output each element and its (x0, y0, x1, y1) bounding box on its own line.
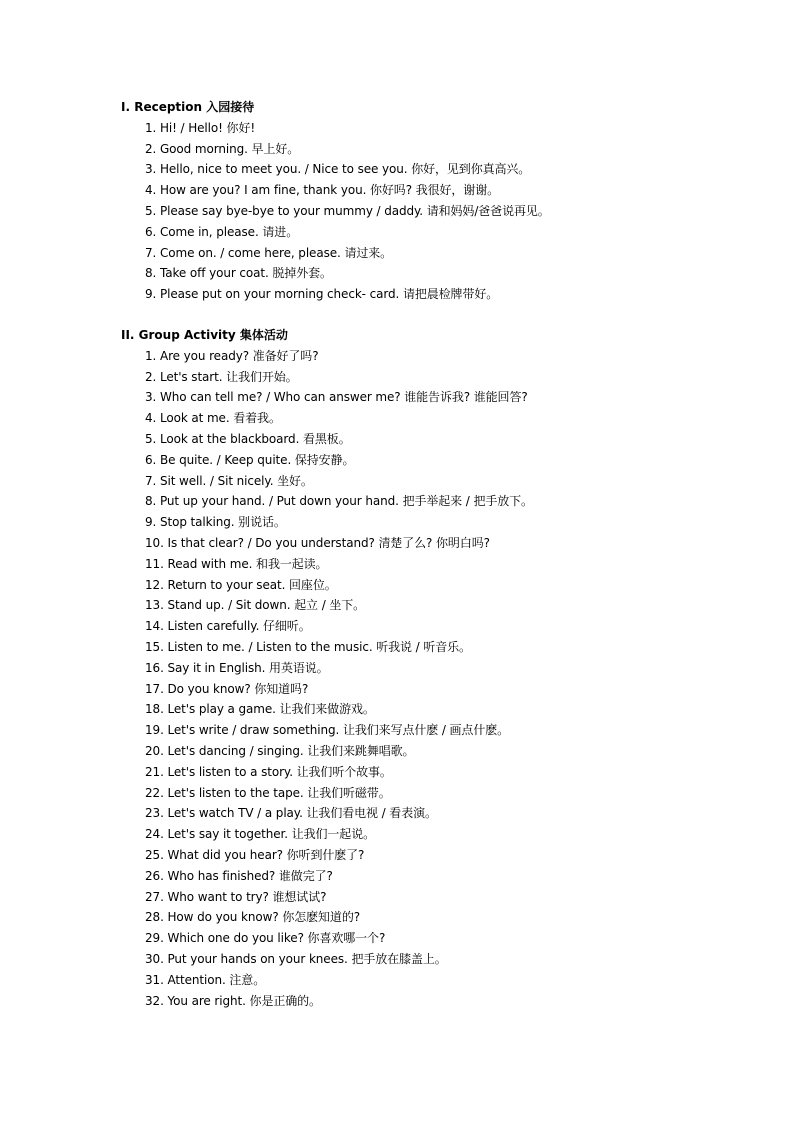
list-item: 29. Which one do you like? 你喜欢哪一个? (145, 931, 386, 946)
section-heading: II. Group Activity 集体活动 (121, 328, 288, 342)
list-item: 31. Attention. 注意。 (145, 972, 266, 987)
list-item: 16. Say it in English. 用英语说。 (145, 660, 329, 675)
list-item: 12. Return to your seat. 回座位。 (145, 577, 337, 592)
list-item: 4. How are you? I am fine, thank you. 你好吗? 我很好，谢谢。 (145, 183, 499, 198)
list-item: 7. Come on. / come here, please. 请过来。 (145, 245, 393, 260)
list-item: 22. Let's listen to the tape. 让我们听磁带。 (145, 785, 391, 800)
list-item: 26. Who has finished? 谁做完了? (145, 868, 333, 883)
list-item: 9. Please put on your morning check- card. 请把晨检牌带好。 (145, 287, 499, 302)
section-reception (121, 97, 761, 305)
list-item: 20. Let's dancing / singing. 让我们来跳舞唱歌。 (145, 743, 415, 758)
list-item: 13. Stand up. / Sit down. 起立 / 坐下。 (145, 598, 366, 613)
list-item: 8. Put up your hand. / Put down your hand. 把手举起来 / 把手放下。 (145, 494, 533, 509)
list-item: 3. Who can tell me? / Who can answer me? 谁能告诉我? 谁能回答? (145, 390, 528, 405)
list-item: 9. Stop talking. 别说话。 (145, 515, 286, 530)
section-group-activity (121, 325, 761, 1011)
list-item: 17. Do you know? 你知道吗? (145, 681, 309, 696)
list-item: 2. Let's start. 让我们开始。 (145, 369, 298, 384)
list-item: 24. Let's say it together. 让我们一起说。 (145, 827, 376, 842)
list-item: 7. Sit well. / Sit nicely. 坐好。 (145, 473, 313, 488)
list-item: 1. Hi! / Hello! 你好! (145, 120, 256, 135)
list-item: 14. Listen carefully. 仔细听。 (145, 619, 311, 634)
list-item: 5. Look at the blackboard. 看黑板。 (145, 431, 351, 446)
list-item: 6. Be quite. / Keep quite. 保持安静。 (145, 452, 355, 467)
list-item: 4. Look at me. 看着我。 (145, 411, 281, 426)
list-item: 8. Take off your coat. 脱掉外套。 (145, 266, 332, 281)
phrase-list (121, 346, 761, 1012)
list-item: 32. You are right. 你是正确的。 (145, 993, 321, 1008)
list-item: 15. Listen to me. / Listen to the music. 听我说 / 听音乐。 (145, 639, 471, 654)
list-item: 30. Put your hands on your knees. 把手放在膝盖上。 (145, 951, 447, 966)
list-item: 3. Hello, nice to meet you. / Nice to see you. 你好，见到你真高兴。 (145, 162, 531, 177)
list-item: 10. Is that clear? / Do you understand? 清楚了么? 你明白吗? (145, 535, 490, 550)
list-item: 21. Let's listen to a story. 让我们听个故事。 (145, 764, 392, 779)
list-item: 25. What did you hear? 你听到什麽了? (145, 847, 365, 862)
list-item: 19. Let's write / draw something. 让我们来写点什麽 / 画点什麽。 (145, 723, 510, 738)
list-item: 27. Who want to try? 谁想试试? (145, 889, 327, 904)
list-item: 18. Let's play a game. 让我们来做游戏。 (145, 702, 375, 717)
list-item: 2. Good morning. 早上好。 (145, 141, 300, 156)
section-heading: I. Reception 入园接待 (121, 100, 255, 114)
list-item: 11. Read with me. 和我一起读。 (145, 556, 328, 571)
list-item: 28. How do you know? 你怎麽知道的? (145, 910, 360, 925)
phrase-list (121, 118, 761, 305)
list-item: 1. Are you ready? 准备好了吗? (145, 348, 319, 363)
list-item: 5. Please say bye-bye to your mummy / daddy. 请和妈妈/爸爸说再见。 (145, 203, 550, 218)
list-item: 23. Let's watch TV / a play. 让我们看电视 / 看表演。 (145, 806, 437, 821)
list-item: 6. Come in, please. 请进。 (145, 224, 299, 239)
